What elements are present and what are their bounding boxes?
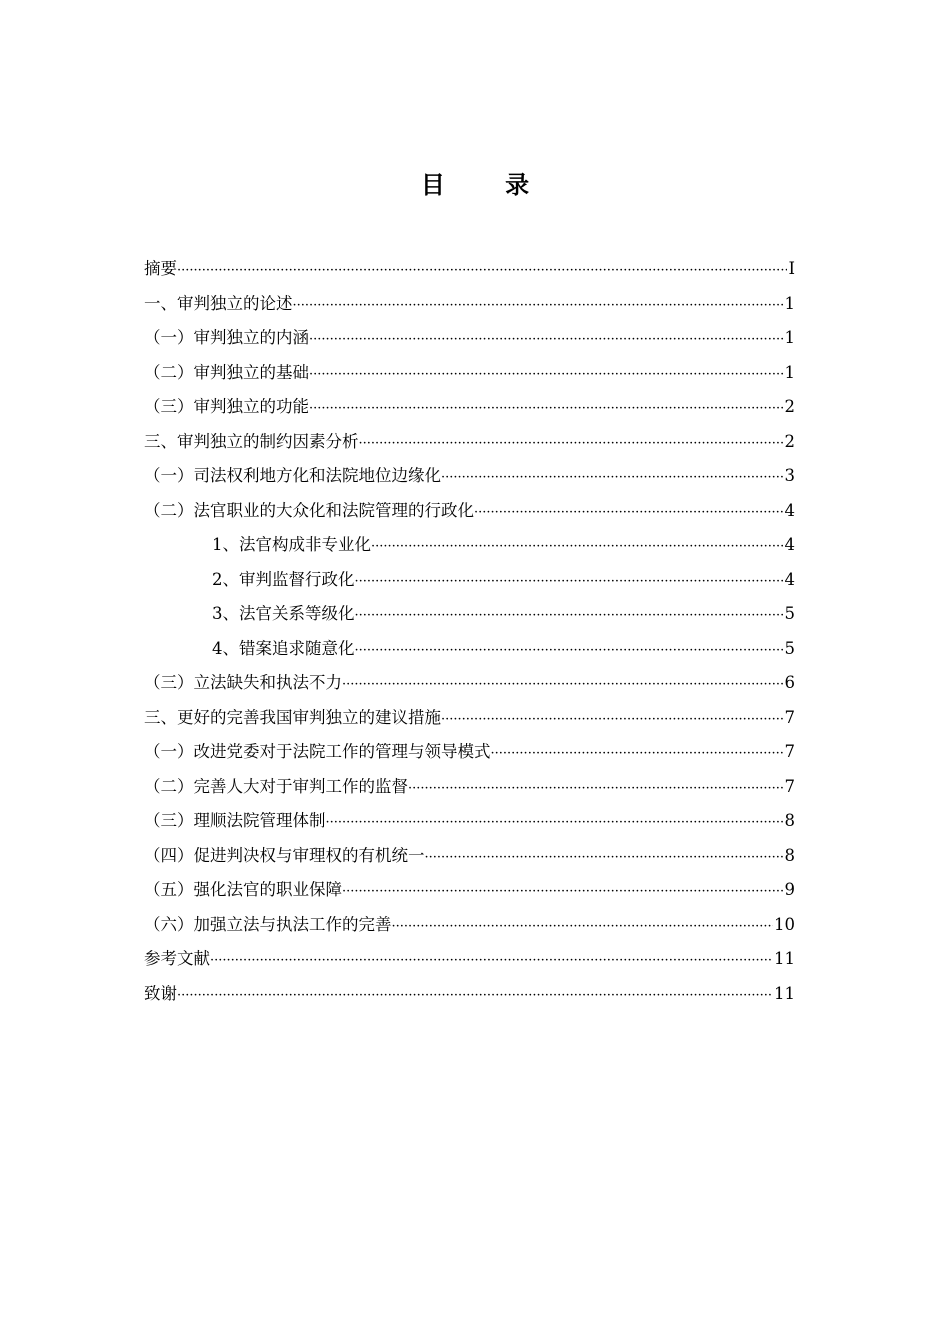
toc-dot-leader	[425, 841, 784, 876]
toc-entry-label: （二）审判独立的基础	[144, 362, 309, 382]
toc-entry[interactable]	[144, 252, 795, 287]
toc-entry-page: 8	[784, 845, 795, 865]
toc-entry[interactable]	[144, 563, 795, 598]
toc-entry-label: （三）审判独立的功能	[144, 397, 309, 416]
toc-entry-label: （二）完善人大对于审判工作的监督	[144, 776, 408, 796]
toc-entry-page: 2	[784, 431, 795, 451]
toc-dot-leader	[359, 427, 784, 462]
toc-entry-page: 10	[774, 914, 795, 934]
toc-entry[interactable]	[144, 942, 795, 977]
toc-entry-label: 摘要	[144, 259, 177, 278]
toc-entry-page: 6	[784, 673, 795, 692]
toc-dot-leader	[326, 806, 784, 841]
toc-entry-page: 4	[784, 500, 795, 520]
toc-list	[144, 252, 795, 1011]
toc-entry-label: （六）加强立法与执法工作的完善	[144, 914, 392, 934]
toc-dot-leader	[355, 565, 784, 600]
toc-entry-label: （三）理顺法院管理体制	[144, 811, 326, 830]
toc-entry[interactable]	[144, 597, 795, 632]
toc-entry[interactable]	[144, 459, 795, 494]
toc-entry[interactable]	[144, 356, 795, 391]
toc-title: 目 录	[420, 170, 556, 199]
toc-dot-leader	[342, 668, 784, 703]
toc-dot-leader	[355, 599, 784, 634]
toc-entry-label: （一）审判独立的内涵	[144, 328, 309, 347]
toc-entry-label: （四）促进判决权与审理权的有机统一	[144, 845, 425, 865]
toc-entry[interactable]	[144, 666, 795, 701]
toc-dot-leader	[309, 392, 784, 427]
toc-entry-page: 7	[784, 707, 795, 727]
toc-entry-page: 1	[784, 328, 795, 347]
toc-dot-leader	[210, 944, 773, 979]
toc-dot-leader	[177, 254, 787, 289]
toc-entry-label: （一）改进党委对于法院工作的管理与领导模式	[144, 742, 491, 761]
toc-dot-leader	[474, 496, 784, 531]
toc-entry-page: 2	[784, 397, 795, 416]
toc-dot-leader	[342, 875, 784, 910]
toc-entry-page: 5	[784, 604, 795, 623]
toc-entry[interactable]	[144, 839, 795, 874]
toc-entry[interactable]	[144, 804, 795, 839]
toc-entry-page: 7	[784, 742, 795, 761]
toc-entry-page: 8	[784, 811, 795, 830]
toc-entry[interactable]	[144, 321, 795, 356]
toc-entry-label: （一）司法权利地方化和法院地位边缘化	[144, 466, 441, 485]
toc-dot-leader	[441, 461, 784, 496]
toc-entry-label: 三、更好的完善我国审判独立的建议措施	[144, 707, 441, 727]
toc-entry-label: 3、法官关系等级化	[212, 604, 355, 623]
toc-dot-leader	[177, 979, 773, 1014]
toc-entry-label: 三、审判独立的制约因素分析	[144, 431, 359, 451]
toc-entry[interactable]	[144, 287, 795, 322]
toc-entry-page: I	[788, 259, 795, 278]
toc-entry[interactable]	[144, 425, 795, 460]
toc-entry-label: （五）强化法官的职业保障	[144, 880, 342, 899]
toc-dot-leader	[355, 634, 784, 669]
toc-entry[interactable]	[144, 494, 795, 529]
toc-dot-leader	[309, 358, 784, 393]
toc-entry-page: 1	[784, 293, 795, 313]
toc-entry-label: 一、审判独立的论述	[144, 293, 293, 313]
toc-entry[interactable]	[144, 632, 795, 667]
toc-entry-label: 2、审判监督行政化	[212, 569, 355, 589]
toc-entry[interactable]	[144, 701, 795, 736]
toc-entry[interactable]	[144, 873, 795, 908]
toc-entry-label: （三）立法缺失和执法不力	[144, 673, 342, 692]
toc-entry[interactable]	[144, 735, 795, 770]
toc-entry-page: 1	[784, 362, 795, 382]
toc-entry[interactable]	[144, 908, 795, 943]
toc-entry-label: 4、错案追求随意化	[212, 638, 355, 658]
toc-dot-leader	[441, 703, 784, 738]
toc-entry-page: 11	[774, 983, 795, 1003]
toc-entry-label: 1、法官构成非专业化	[212, 535, 371, 554]
toc-entry-page: 5	[784, 638, 795, 658]
toc-entry[interactable]	[144, 390, 795, 425]
toc-dot-leader	[392, 910, 774, 945]
toc-dot-leader	[408, 772, 784, 807]
toc-entry-page: 9	[784, 880, 795, 899]
toc-entry[interactable]	[144, 528, 795, 563]
toc-entry-label: 致谢	[144, 983, 177, 1003]
toc-dot-leader	[491, 737, 784, 772]
toc-entry-page: 4	[784, 569, 795, 589]
toc-entry-page: 7	[784, 776, 795, 796]
toc-entry-label: （二）法官职业的大众化和法院管理的行政化	[144, 500, 474, 520]
toc-dot-leader	[309, 323, 784, 358]
toc-entry-page: 3	[784, 466, 795, 485]
toc-entry-label: 参考文献	[144, 949, 210, 968]
toc-entry-page: 11	[774, 949, 795, 968]
toc-entry[interactable]	[144, 770, 795, 805]
toc-dot-leader	[371, 530, 784, 565]
toc-entry[interactable]	[144, 977, 795, 1012]
toc-entry-page: 4	[784, 535, 795, 554]
toc-dot-leader	[293, 289, 784, 324]
